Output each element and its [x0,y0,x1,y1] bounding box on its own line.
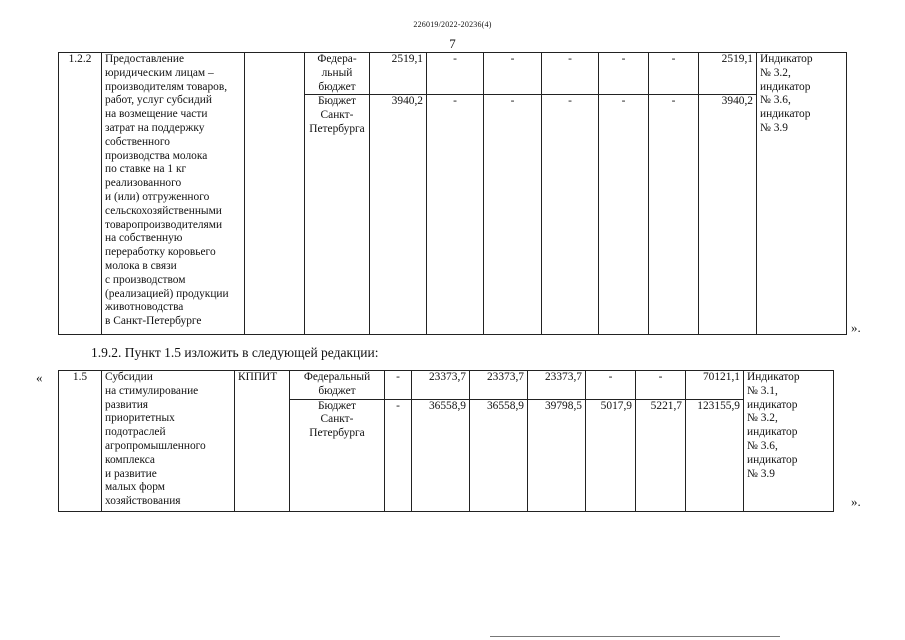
item-name-line: животноводства [105,301,184,314]
item-name-line: и (или) отгруженного [105,190,210,203]
item-name-line: на собственную [105,232,183,245]
value-cell: 36558,9 [412,399,470,511]
value-cell: - [599,53,649,95]
item-name-line: сельскохозяйственными [105,204,222,217]
funding-source-cell: Федера- льный бюджет [305,53,370,95]
value-cell: - [484,95,542,335]
item-name-line: производителям товаров, [105,80,228,93]
table-item-1-5 [58,370,834,512]
value-cell: - [542,95,599,335]
value-cell: - [484,53,542,95]
item-name-line: молока в связи [105,259,177,272]
value-cell: - [586,371,636,400]
item-name-line: затрат на поддержку [105,121,205,134]
scan-artifact-line [490,636,780,637]
item-name-line: работ, услуг субсидий [105,94,212,107]
closing-quote: ». [851,320,861,335]
value-cell: - [385,371,412,400]
item-name-cell [102,53,245,335]
item-number-cell: 1.2.2 [59,53,102,335]
total-cell: 123155,9 [686,399,744,511]
closing-quote: ». [851,494,861,509]
item-name-text [105,53,241,329]
item-name-line: с производством [105,273,186,286]
value-cell: 3940,2 [370,95,427,335]
value-cell: - [636,371,686,400]
item-name-line: по ставке на 1 кг [105,163,187,176]
page-number: 7 [449,36,456,51]
item-name-line: юридическим лицам – [105,66,214,79]
item-name-line: (реализацией) продукции [105,287,229,300]
item-name-line: производства молока [105,149,208,162]
item-name-line: в Санкт-Петербурге [105,315,202,328]
value-cell: - [649,95,699,335]
value-cell: - [542,53,599,95]
funding-source-cell: Бюджет Санкт- Петербурга [290,399,385,511]
total-cell: 3940,2 [699,95,757,335]
value-cell: 2519,1 [370,53,427,95]
value-cell: 36558,9 [470,399,528,511]
value-cell: - [427,53,484,95]
value-cell: 23373,7 [528,371,586,400]
item-name-line: собственного [105,135,170,148]
executor-cell [245,53,305,335]
value-cell: - [649,53,699,95]
item-name-line: переработку коровьего [105,246,216,259]
indicators-cell: Индикатор № 3.1, индикатор № 3.2, индикатор № 3.6, индикатор № 3.9 [744,371,834,512]
funding-source-cell: Федеральный бюджет [290,371,385,400]
funding-source-cell: Бюджет Санкт- Петербурга [305,95,370,335]
amendment-paragraph: 1.9.2. Пункт 1.5 изложить в следующей редакции: [91,345,379,360]
opening-quote: « [36,370,43,385]
value-cell: - [599,95,649,335]
value-cell: 23373,7 [412,371,470,400]
item-number-cell: 1.5 [59,371,102,512]
value-cell: - [385,399,412,511]
indicators-cell: Индикатор № 3.2, индикатор № 3.6, индикатор № 3.9 [757,53,847,335]
value-cell: 5221,7 [636,399,686,511]
item-name-line: Предоставление [105,53,185,65]
item-name-cell: Субсидии на стимулирование развития приоритетных подотраслей агропромышленного комплекса и развитие малых форм хозяйствования [102,371,235,512]
item-name-line: реализованного [105,177,182,190]
table-item-1-2-2 [58,52,847,335]
executor-cell: КППИТ [235,371,290,512]
item-name-line: товаропроизводителями [105,218,223,231]
item-name-line: на возмещение части [105,108,208,121]
total-cell: 70121,1 [686,371,744,400]
value-cell: 23373,7 [470,371,528,400]
document-id: 226019/2022-20236(4) [413,20,492,29]
value-cell: 5017,9 [586,399,636,511]
value-cell: 39798,5 [528,399,586,511]
total-cell: 2519,1 [699,53,757,95]
value-cell: - [427,95,484,335]
